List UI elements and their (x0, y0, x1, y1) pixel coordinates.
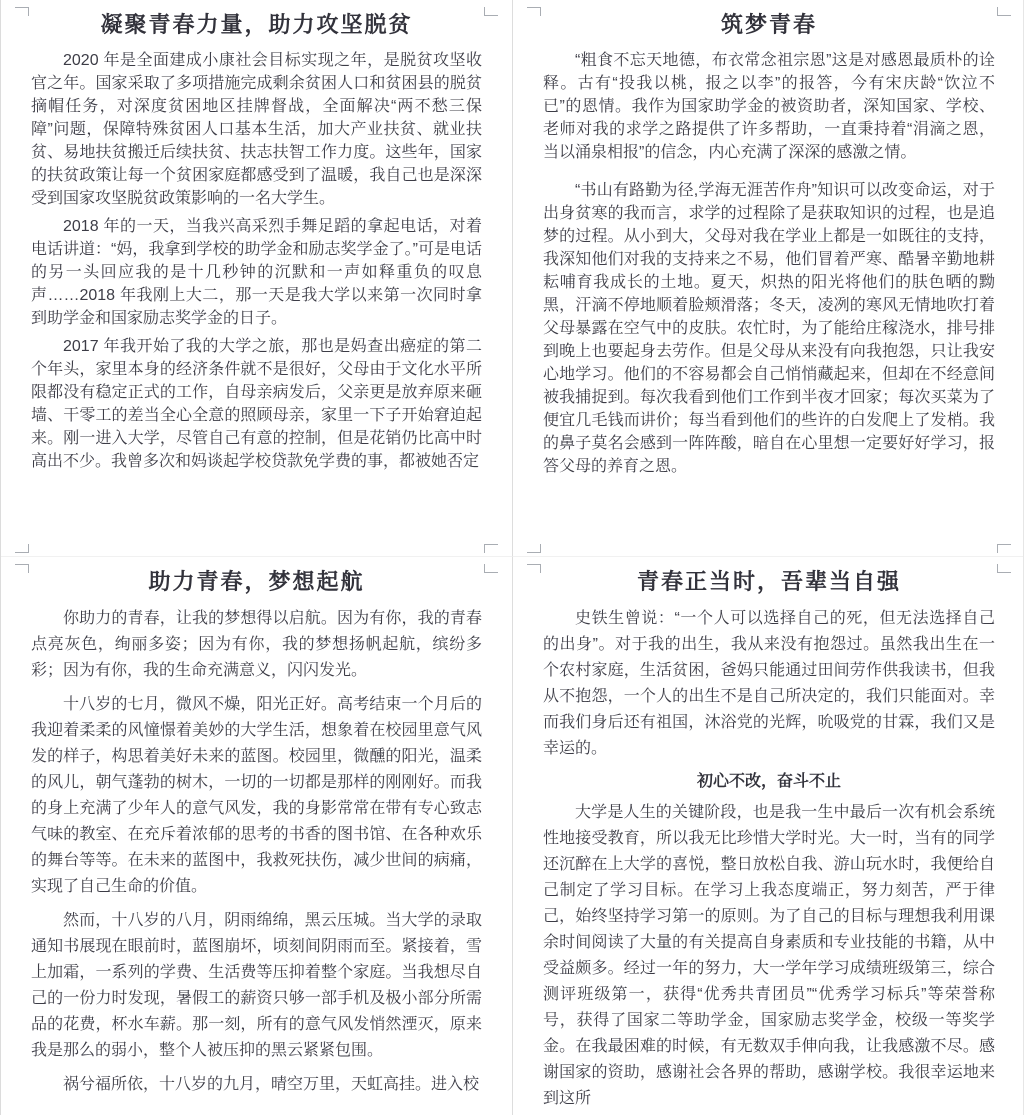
essay-title: 凝聚青春力量，助力攻坚脱贫 (100, 12, 413, 37)
margin-corner-mark (997, 7, 1011, 16)
essay-paragraph: 十八岁的七月，微风不燥，阳光正好。高考结束一个月后的我迎着柔柔的风憧憬着美妙的大学生活，想象着在校园里意气风发的样子，构思着美好未来的蓝图。校园里，微醺的阳光，温柔的风儿，朝气蓬勃的树木，一切的一切都是那样的刚刚好。而我的身上充满了少年人的意气风发，我的身影常常在带有专心致志气味的教室、在充斥着浓郁的思考的书香的图书馆、在各种欢乐的舞台等等。在未来的蓝图中，我救死扶伤，减少世间的病痛，实现了自己生命的价值。 (31, 696, 482, 895)
margin-corner-mark (15, 544, 29, 553)
page-essay-building-dreams (513, 0, 1024, 557)
margin-corner-mark (484, 544, 498, 553)
margin-corner-mark (997, 564, 1011, 573)
essay-paragraph: “书山有路勤为径,学海无涯苦作舟”知识可以改变命运，对于出身贫寒的我而言，求学的过程除了是获取知识的过程，也是追梦的过程。从小到大，父母对我在学业上都是一如既往的支持，我深知他们对我的支持来之不易，他们冒着严寒、酷暑辛勤地耕耘哺育我成长的土地。夏天，炽热的阳光将他们的肤色晒的黝黑，汗滴不停地顺着脸颊滑落；冬天，凌冽的寒风无情地吹打着父母暴露在空气中的皮肤。农忙时，为了能给庄稼浇水，排号排到晚上也要起身去劳作。但是父母从来没有向我抱怨，只让我安心地学习。他们的不容易都会自己悄悄藏起来，但却在不经意间被我捕捉到。每次我看到他们工作到半夜才回家；每次买菜为了便宜几毛钱而讲价；每当看到他们的些许的白发爬上了发梢。我的鼻子莫名会感到一阵阵酸，暗自在心里想一定要好好学习，报答父母的养育之恩。 (543, 182, 995, 475)
essay-paragraph: 2020 年是全面建成小康社会目标实现之年，是脱贫攻坚收官之年。国家采取了多项措施完成剩余贫困人口和贫困县的脱贫摘帽任务，对深度贫困地区挂牌督战，全面解决“两不愁三保障”问题，保障特殊贫困人口基本生活，加大产业扶贫、就业扶贫、易地扶贫搬迁后续扶贫、扶志扶智工作力度。这些年，国家的扶贫政策让每一个贫困家庭都感受到了温暖，我自己也是深深受到国家攻坚脱贫政策影响的一名大学生。 (31, 52, 482, 207)
essay-paragraph: 2018 年的一天，当我兴高采烈手舞足蹈的拿起电话，对着电话讲道：“妈，我拿到学校的助学金和励志奖学金了。”可是电话的另一头回应我的是十几秒钟的沉默和一声如释重负的叹息声……2018 年我刚上大二，那一天是我大学以来第一次同时拿到助学金和国家励志奖学金的日子。 (31, 218, 482, 327)
margin-corner-mark (484, 564, 498, 573)
page-essay-poverty-relief (1, 0, 513, 557)
margin-corner-mark (527, 564, 541, 573)
essay-paragraph: 然而，十八岁的八月，阴雨绵绵，黑云压城。当大学的录取通知书展现在眼前时，蓝图崩坏，顷刻间阴雨而至。紧接着，雪上加霜，一系列的学费、生活费等压抑着整个家庭。当我想尽自己的一份力时发现，暑假工的薪资只够一部手机及极小部分所需品的花费，杯水车薪。那一刻，所有的意气风发悄然湮灭，原来我是那么的弱小，整个人被压抑的黑云紧紧包围。 (31, 912, 482, 1059)
page-essay-self-strengthening (513, 557, 1024, 1115)
essay-paragraph: “粗食不忘天地德，布衣常念祖宗恩”这是对感恩最质朴的诠释。古有“投我以桃，报之以李”的报答，今有宋庆龄“饮泣不已”的恩情。我作为国家助学金的被资助者，深知国家、学校、老师对我的求学之路提供了许多帮助，一直秉持着“涓滴之恩，当以涌泉相报”的信念，内心充满了深深的感激之情。 (543, 52, 995, 161)
essay-title: 助力青春，梦想起航 (148, 569, 365, 594)
essay-subheading: 初心不改，奋斗不止 (696, 773, 841, 790)
margin-corner-mark (527, 544, 541, 553)
essay-paragraph: 大学是人生的关键阶段，也是我一生中最后一次有机会系统性地接受教育，所以我无比珍惜大学时光。大一时，当有的同学还沉醉在上大学的喜悦，整日放松自我、游山玩水时，我便给自己制定了学习目标。在学习上我态度端正，努力刻苦，严于律己，始终坚持学习第一的原则。为了自己的目标与理想我利用课余时间阅读了大量的有关提高自身素质和专业技能的书籍，从中受益颇多。经过一年的努力，大一学年学习成绩班级第三，综合测评班级第一，获得“优秀共青团员”“优秀学习标兵”等荣誉称号，获得了国家二等助学金，国家励志奖学金，校级一等奖学金。在我最困难的时候，有无数双手伸向我，让我感激不尽。感谢国家的资助，感谢社会各界的帮助，感谢学校。我很幸运地来到这所 (543, 804, 995, 1107)
margin-corner-mark (15, 7, 29, 16)
page-essay-dream-sets-sail (1, 557, 513, 1115)
margin-corner-mark (527, 7, 541, 16)
essay-title: 筑梦青春 (720, 12, 817, 37)
essay-paragraph: 祸兮福所依，十八岁的九月，晴空万里，天虹高挂。进入校 (63, 1076, 480, 1093)
essay-title: 青春正当时，吾辈当自强 (636, 569, 901, 594)
essay-paragraph: 史铁生曾说：“一个人可以选择自己的死，但无法选择自己的出身”。对于我的出生，我从来没有抱怨过。虽然我出生在一个农村家庭，生活贫困，爸妈只能通过田间劳作供我读书，但我从不抱怨，一个人的出生不是自己所决定的，我们只能面对。幸而我们身后还有祖国，沐浴党的光辉，吮吸党的甘霖，我们又是幸运的。 (543, 610, 995, 757)
essay-paragraph: 2017 年我开始了我的大学之旅，那也是妈查出癌症的第二个年头，家里本身的经济条件就不是很好，父母由于文化水平所限都没有稳定正式的工作，自母亲病发后，父亲更是放弃原来砸墙、干零工的差当全心全意的照顾母亲，家里一下子开始窘迫起来。刚一进入大学，尽管自己有意的控制，但是花销仍比高中时高出不少。我曾多次和妈谈起学校贷款免学费的事，都被她否定 (31, 338, 482, 470)
essay-paragraph: 你助力的青春，让我的梦想得以启航。因为有你，我的青春点亮灰色，绚丽多姿；因为有你，我的梦想扬帆起航，缤纷多彩；因为有你，我的生命充满意义，闪闪发光。 (31, 610, 482, 679)
margin-corner-mark (15, 564, 29, 573)
margin-corner-mark (484, 7, 498, 16)
margin-corner-mark (997, 544, 1011, 553)
